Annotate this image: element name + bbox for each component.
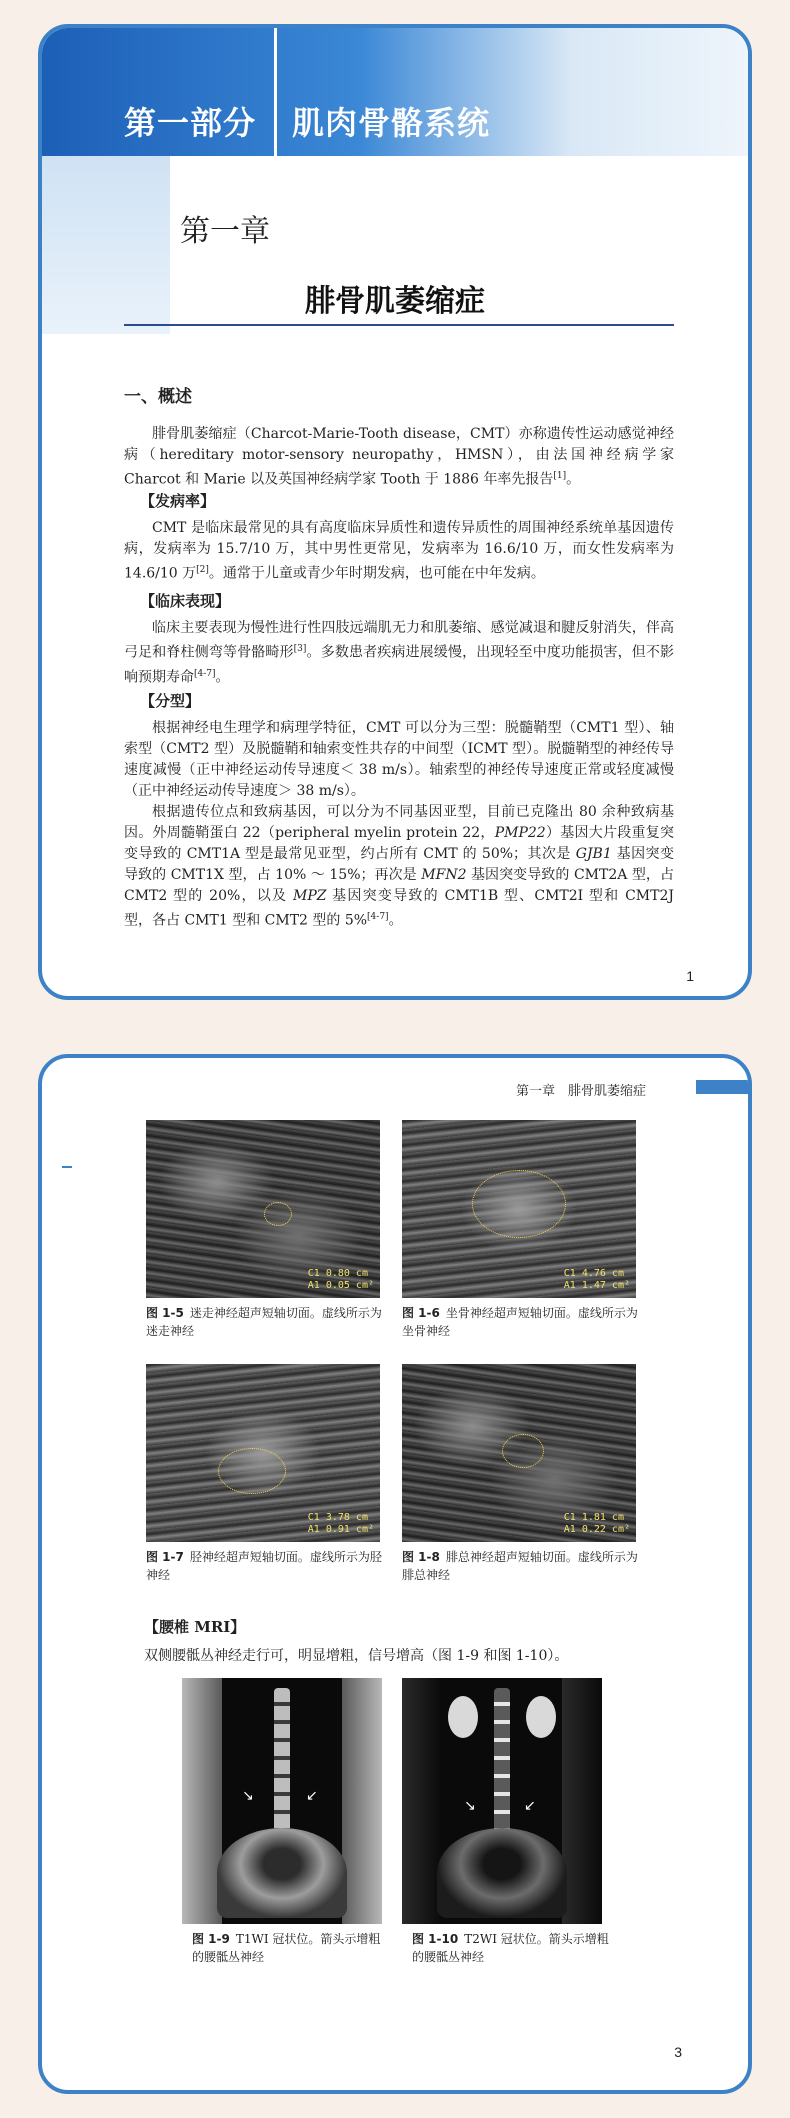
nerve-outline	[264, 1202, 292, 1226]
clinical-paragraph: 临床主要表现为慢性进行性四肢远端肌无力和肌萎缩、感觉减退和腱反射消失，伴高弓足和脊柱侧弯等骨骼畸形[3]。多数患者疾病进展缓慢，出现轻至中度功能损害，但不影响预期寿命[4-7]。	[124, 620, 675, 686]
ultrasound-image-sciatic	[402, 1120, 636, 1298]
clinical-heading: 【临床表现】	[140, 592, 231, 610]
arrow-icon: ↘	[242, 1788, 254, 1804]
ultrasound-image-vagus	[146, 1120, 380, 1298]
part-title: 肌肉骨骼系统	[292, 104, 491, 142]
measurement-readout: C1 3.78 cm A1 0.91 cm²	[307, 1512, 374, 1535]
nerve-outline	[502, 1434, 544, 1468]
incidence-paragraph: CMT 是临床最常见的具有高度临床异质性和遗传异质性的周围神经系统单基因遗传病，发病率为 15.7/10 万，其中男性更常见，发病率为 16.6/10 万，而女性发病率为 14.6/10 万[2]。通常于儿童或青少年时期发病，也可能在中年发病。	[124, 520, 674, 582]
measurement-readout: C1 4.76 cm A1 1.47 cm²	[563, 1268, 630, 1291]
ultrasound-image-tibial	[146, 1364, 380, 1542]
nerve-outline	[218, 1448, 286, 1494]
figure-caption: 图 1-9 T1WI 冠状位。箭头示增粗的腰骶丛神经	[192, 1932, 381, 1964]
measurement-readout: C1 1.81 cm A1 0.22 cm²	[563, 1512, 630, 1535]
incidence-heading: 【发病率】	[140, 492, 216, 510]
book-page-1	[38, 24, 752, 1000]
mri-image-t2	[402, 1678, 602, 1924]
chapter-title: 腓骨肌萎缩症	[305, 284, 485, 319]
title-rule	[124, 324, 674, 326]
figure-caption: 图 1-7 胫神经超声短轴切面。虚线所示为胫神经	[146, 1550, 382, 1582]
intro-paragraph: 腓骨肌萎缩症（Charcot-Marie-Tooth disease，CMT）亦称遗传性运动感觉神经病（hereditary motor-sensory neuropathy，HMSN），由法国神经病学家 Charcot 和 Marie 以及英国神经病学家 Tooth 于 1886 年率先报告[1]。	[124, 426, 674, 488]
running-head: 第一章 腓骨肌萎缩症	[515, 1084, 646, 1099]
figure-caption: 图 1-5 迷走神经超声短轴切面。虚线所示为迷走神经	[146, 1306, 382, 1338]
side-tick	[62, 1166, 72, 1168]
page-number: 1	[686, 968, 694, 984]
arrow-icon: ↘	[464, 1798, 476, 1814]
ultrasound-image-peroneal	[402, 1364, 636, 1542]
section-heading: 一、概述	[124, 387, 192, 407]
chapter-label: 第一章	[180, 214, 270, 249]
figure-caption: 图 1-6 坐骨神经超声短轴切面。虚线所示为坐骨神经	[402, 1306, 638, 1338]
figure-caption: 图 1-8 腓总神经超声短轴切面。虚线所示为腓总神经	[402, 1550, 638, 1582]
book-page-3	[38, 1054, 752, 2094]
measurement-readout: C1 0.80 cm A1 0.05 cm²	[307, 1268, 374, 1291]
type-heading: 【分型】	[140, 692, 201, 710]
banner-divider	[274, 28, 277, 156]
part-label: 第一部分	[124, 104, 257, 142]
mri-paragraph: 双侧腰骶丛神经走行可，明显增粗，信号增高（图 1-9 和图 1-10）。	[144, 1648, 569, 1664]
arrow-icon: ↙	[524, 1798, 536, 1814]
mri-image-t1	[182, 1678, 382, 1924]
figure-caption: 图 1-10 T2WI 冠状位。箭头示增粗的腰骶丛神经	[412, 1932, 609, 1964]
type-paragraphs: 根据神经电生理学和病理学特征，CMT 可以分为三型：脱髓鞘型（CMT1 型）、轴索型（CMT2 型）及脱髓鞘和轴索变性共存的中间型（ICMT 型）。脱髓鞘型的神经传导速度减慢（正中神经运动传导速度＜ 38 m/s）。轴索型的神经传导速度正常或轻度减慢（正中神经运动传导速度＞ 38 m/s）。 根据遗传位点和致病基因，可以分为不同基因亚型，目前已克隆出 80 余种致病基因。外周髓鞘蛋白 22（peripheral myelin protein 22，PMP22）基因大片段重复突变导致的 CMT1A 型是最常见亚型，约占所有 CMT 的 50%；其次是 GJB1 基因突变导致的 CMT1X 型，占 10% ～ 15%；再次是 MFN2 基因突变导致的 CMT2A 型，占 CMT2 型的 20%，以及 MPZ 基因突变导致的 CMT1B 型、CMT2I 型和 CMT2J 型，各占 CMT1 型和 CMT2 型的 5%[4-7]。	[124, 720, 675, 929]
running-head-bar	[696, 1080, 748, 1094]
mri-heading: 【腰椎 MRI】	[144, 1618, 246, 1636]
page-number: 3	[674, 2044, 682, 2060]
arrow-icon: ↙	[306, 1788, 318, 1804]
nerve-outline	[472, 1170, 566, 1238]
